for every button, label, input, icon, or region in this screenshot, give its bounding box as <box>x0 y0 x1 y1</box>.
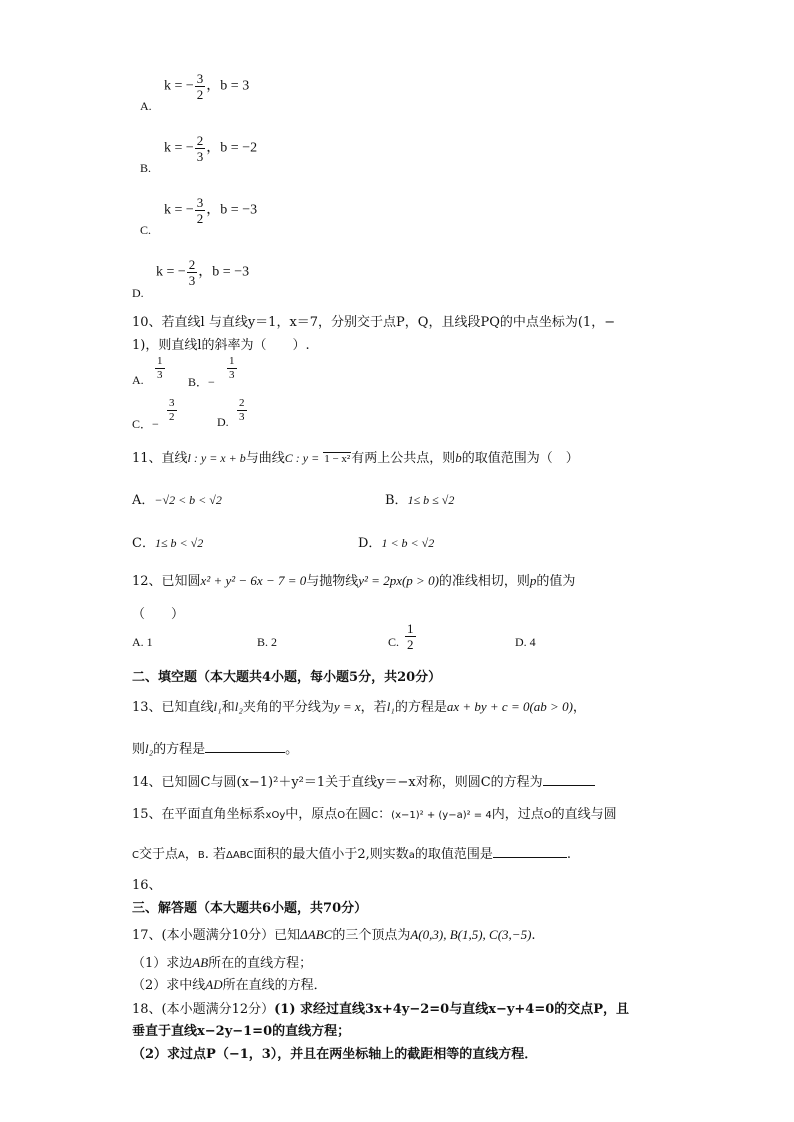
q18-head: 18、(本小题满分12分） <box>132 1002 275 1017</box>
l1-equation: ax + by + c = 0(ab > 0) <box>446 699 573 714</box>
q13-and: 和 <box>221 700 235 715</box>
q10-line1: 10、若直线l 与直线y＝1，x＝7，分别交于点P，Q，且线段PQ的中点坐标为(1，− <box>132 315 616 330</box>
option-label-b: B．− <box>188 375 215 389</box>
variable-b: b <box>455 450 462 465</box>
q10-line2: 1)，则直线l的斜率为（ ）. <box>132 338 310 353</box>
option-expression: 1≤ b < √2 <box>154 536 204 550</box>
q15-line2 <box>132 843 571 862</box>
triangle-abc: ΔABC <box>226 850 254 861</box>
point-a: A <box>178 850 185 861</box>
answer-blank <box>493 857 567 858</box>
q11-option-d <box>358 532 434 551</box>
q17-end: . <box>531 928 536 943</box>
q15-b: 中，原点 <box>285 807 338 822</box>
q12-post: 的准线相切，则 <box>438 574 530 589</box>
section-2-heading: 二、填空题（本大题共4小题，每小题5分，共20分） <box>132 670 442 685</box>
line-l-equation: l : y = x + b <box>187 451 246 465</box>
k-text: k = − <box>164 202 194 218</box>
q16-stem: 16、 <box>132 878 162 893</box>
q12-option-a: A. 1 <box>132 635 153 649</box>
q11-post: 有两上公共点，则 <box>351 451 456 466</box>
q15-line1 <box>132 803 617 822</box>
q11-stem <box>132 447 579 466</box>
q13-comma: ， <box>572 700 586 715</box>
option-label-d: D. <box>217 415 229 429</box>
q15-k: 面积的最大值小于2,则实数 <box>253 847 409 862</box>
q13-mid3: 的方程是 <box>394 700 447 715</box>
q12-option-b: B. 2 <box>257 635 278 649</box>
q18-line3: （2）求过点P（−1，3），并且在两坐标轴上的截距相等的直线方程． <box>132 1047 538 1062</box>
q12-mid: 与抛物线 <box>306 574 359 589</box>
q15-f: 的直线与圆 <box>551 807 617 822</box>
option-label: D． <box>358 536 382 551</box>
numerator: 1 <box>157 355 163 367</box>
variable-p: p <box>529 573 537 588</box>
line-l2-ref: l₂ <box>145 741 154 756</box>
option-label: A． <box>132 493 155 508</box>
b-text: ，b = −3 <box>206 202 258 218</box>
denominator: 3 <box>157 369 163 381</box>
vertices: A(0,3), B(1,5), C(3,−5) <box>410 927 532 942</box>
denominator: 3 <box>188 273 196 288</box>
numerator: 2 <box>196 133 204 148</box>
q13-line2 <box>132 738 298 757</box>
q15-d: ： <box>378 807 392 822</box>
option-label: D. <box>132 286 144 300</box>
b-text: ，b = −3 <box>198 264 250 280</box>
side-ab: AB <box>192 955 209 970</box>
q17-p2a: （2）求中线 <box>132 978 206 993</box>
k-text: k = − <box>164 140 194 156</box>
numerator: 1 <box>229 355 235 367</box>
option-expression: −√2 < b < √2 <box>154 493 222 507</box>
q13-prefix: 13、已知直线 <box>132 700 214 715</box>
q15-i: ， <box>184 847 198 862</box>
q12-end: 的值为 <box>536 574 576 589</box>
q11-prefix: 11、直线 <box>132 451 188 466</box>
curve-c-equation: C : y = <box>284 451 323 465</box>
section-3-heading: 三、解答题（本大题共6小题，共70分） <box>132 901 368 916</box>
answer-blank <box>205 752 285 753</box>
answer-blank <box>543 785 595 786</box>
numerator: 2 <box>239 397 245 409</box>
denominator: 3 <box>229 369 235 381</box>
q17-part1 <box>132 952 312 971</box>
q12-option-d: D. 4 <box>515 635 536 649</box>
q11-option-c <box>132 532 203 551</box>
numerator: 2 <box>188 257 196 272</box>
q11-mid: 与曲线 <box>245 451 285 466</box>
option-label: C. <box>388 635 400 649</box>
parabola-equation: y² = 2px(p > 0) <box>358 573 439 588</box>
q17-p1a: （1）求边 <box>132 956 193 971</box>
q12-paren: （ ） <box>132 607 185 622</box>
q17-part2 <box>132 974 327 993</box>
numerator: 3 <box>196 71 204 86</box>
q13-eq-is: 的方程是 <box>153 742 206 757</box>
numerator: 1 <box>407 621 414 636</box>
q15-l: 的取值范围是 <box>414 847 493 862</box>
numerator: 3 <box>196 195 204 210</box>
q14-text: 14、已知圆C与圆(x−1)²＋y²＝1关于直线y＝−x对称，则圆C的方程为 <box>132 775 543 790</box>
variable-a: a <box>408 850 415 861</box>
circle-equation: (x−1)² + (y−a)² = 4 <box>391 810 492 821</box>
option-label-c: C．− <box>132 417 159 431</box>
k-text: k = − <box>164 78 194 94</box>
q17-p2b: 所在直线的方程． <box>222 978 327 993</box>
median-ad: AD <box>205 977 223 992</box>
option-expression: 1≤ b ≤ √2 <box>407 493 455 507</box>
numerator: 3 <box>169 397 175 409</box>
q17-mid: 的三个顶点为 <box>332 928 411 943</box>
q15-c: 在圆 <box>345 807 372 822</box>
q12-prefix: 12、已知圆 <box>132 574 201 589</box>
q11-end: 的取值范围为（ ） <box>461 451 579 466</box>
circle-c-ref: C <box>132 850 139 861</box>
q15-m: . <box>566 847 572 862</box>
q13-mid: 夹角的平分线为 <box>242 700 334 715</box>
q13-mid2: ，若 <box>360 700 387 715</box>
point-b: B <box>197 850 205 861</box>
origin-o-2: O <box>543 810 552 821</box>
q18-part1-a: (1) 求经过直线3x+4y−2=0与直线x−y+4=0的交点P，且 <box>274 1002 630 1017</box>
b-text: ，b = 3 <box>206 78 250 94</box>
xoy-label: xOy <box>265 810 286 821</box>
line-l1: l₁ <box>213 699 222 714</box>
q13-line1 <box>132 696 586 715</box>
circle-equation: x² + y² − 6x − 7 = 0 <box>200 573 307 588</box>
q17-head: 17、(本小题满分10分）已知 <box>132 928 301 943</box>
option-label: C. <box>140 223 152 237</box>
origin-o: O <box>337 810 346 821</box>
denominator: 2 <box>169 411 175 423</box>
sqrt-expression: 1 − x² <box>324 453 351 465</box>
option-label: B． <box>385 493 408 508</box>
b-text: ，b = −2 <box>206 140 258 156</box>
denominator: 2 <box>196 87 204 102</box>
q15-h: 交于点 <box>138 847 178 862</box>
denominator: 3 <box>239 411 245 423</box>
line-l1-ref: l₁ <box>386 699 395 714</box>
triangle-abc: ΔABC <box>300 927 333 942</box>
option-label: B. <box>140 161 152 175</box>
q12-stem <box>132 570 575 589</box>
option-label: A. <box>140 99 152 113</box>
q15-a: 15、在平面直角坐标系 <box>132 807 266 822</box>
q15-j: . 若 <box>204 847 226 862</box>
q15-e: 内，过点 <box>491 807 544 822</box>
q18-line1 <box>132 998 629 1017</box>
q13-then: 则 <box>132 742 146 757</box>
line-l2: l₂ <box>234 699 243 714</box>
q18-line2: 垂直于直线x−2y−1=0的直线方程； <box>132 1024 351 1039</box>
option-label-a: A. <box>132 373 144 387</box>
bisector-equation: y = x <box>333 699 361 714</box>
q11-option-a <box>132 489 222 508</box>
q14-stem <box>132 771 595 790</box>
q17-p1b: 所在的直线方程； <box>208 956 313 971</box>
denominator: 2 <box>196 211 204 226</box>
denominator: 3 <box>196 149 204 164</box>
k-text: k = − <box>156 264 186 280</box>
q13-period: 。 <box>285 742 299 757</box>
q11-option-b <box>385 489 454 508</box>
option-expression: 1 < b < √2 <box>381 536 435 550</box>
option-label: C． <box>132 536 155 551</box>
circle-c-label: C <box>371 810 379 821</box>
denominator: 2 <box>407 637 414 652</box>
q17-stem <box>132 924 536 943</box>
